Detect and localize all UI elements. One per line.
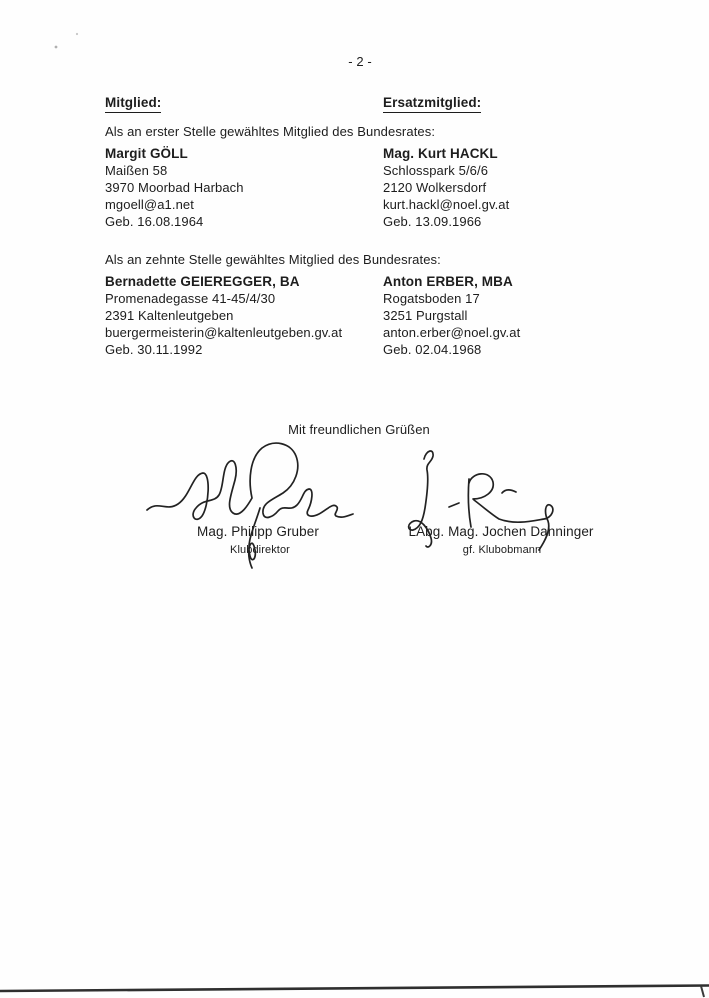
right-signer-title: gf. Klubobmann <box>462 544 542 556</box>
section-2-intro: Als an zehnte Stelle gewähltes Mitglied des Bundesrates: <box>105 252 441 267</box>
substitute-birthdate: Geb. 13.09.1966 <box>383 214 482 229</box>
member-email: mgoell@a1.net <box>105 197 194 212</box>
substitute-name: Mag. Kurt HACKL <box>383 146 498 161</box>
member-city: 3970 Moorbad Harbach <box>105 180 244 195</box>
scan-speck <box>55 33 79 48</box>
member-address-block <box>105 145 244 230</box>
member-name: Margit GÖLL <box>105 146 188 161</box>
substitute-email: anton.erber@noel.gv.at <box>383 325 521 340</box>
section-1-intro: Als an erster Stelle gewähltes Mitglied des Bundesrates: <box>105 124 436 139</box>
member-city: 2391 Kaltenleutgeben <box>105 308 234 323</box>
right-signer-name: LAbg. Mag. Jochen Danninger <box>408 524 594 539</box>
substitute-city: 3251 Purgstall <box>383 308 468 323</box>
left-signer-name: Mag. Philipp Gruber <box>197 524 319 539</box>
left-signer-title: Klubdirektor <box>230 544 290 556</box>
member-column-header: Mitglied: <box>105 95 161 113</box>
substitute-address-block <box>383 145 509 230</box>
substitute-city: 2120 Wolkersdorf <box>383 180 487 195</box>
member-name: Bernadette GEIEREGGER, BA <box>105 274 300 289</box>
substitute-email: kurt.hackl@noel.gv.at <box>383 197 510 212</box>
substitute-column-header: Ersatzmitglied: <box>383 95 481 113</box>
substitute-street: Rogatsboden 17 <box>383 291 480 306</box>
closing-salutation: Mit freundlichen Grüßen <box>288 422 430 437</box>
substitute-birthdate: Geb. 02.04.1968 <box>383 342 482 357</box>
page-number: - 2 - <box>348 54 372 69</box>
member-email: buergermeisterin@kaltenleutgeben.gv.at <box>105 325 343 340</box>
scan-edge-line <box>0 986 709 998</box>
member-birthdate: Geb. 30.11.1992 <box>105 342 203 357</box>
substitute-street: Schlosspark 5/6/6 <box>383 163 489 178</box>
member-birthdate: Geb. 16.08.1964 <box>105 214 204 229</box>
member-street: Maißen 58 <box>105 163 168 178</box>
substitute-address-block <box>383 273 520 358</box>
member-address-block <box>105 273 342 358</box>
member-street: Promenadegasse 41-45/4/30 <box>105 291 276 306</box>
substitute-name: Anton ERBER, MBA <box>383 274 513 289</box>
